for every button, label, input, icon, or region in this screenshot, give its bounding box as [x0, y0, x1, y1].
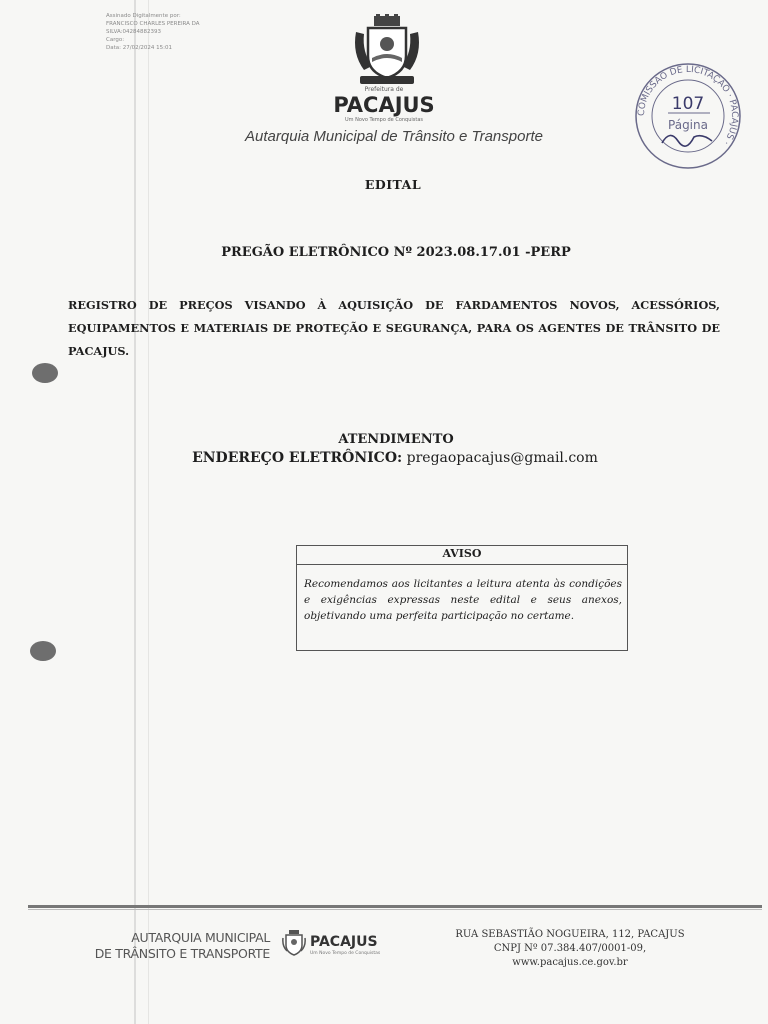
footer-org-line2: DE TRÂNSITO E TRANSPORTE [94, 946, 270, 961]
pregao-number: PREGÃO ELETRÔNICO Nº 2023.08.17.01 -PERP [221, 245, 571, 260]
city-name: PACAJUS [333, 93, 435, 117]
stamp-signature [662, 135, 712, 146]
stamp-page-number: 107 [671, 94, 705, 114]
aviso-divider [297, 564, 627, 565]
commission-stamp [632, 63, 744, 169]
footer-divider [28, 905, 762, 908]
aviso-box [296, 545, 628, 651]
objeto-paragraph: REGISTRO DE PREÇOS VISANDO À AQUISIÇÃO DE FARDAMENTOS NOVOS, ACESSÓRIOS, EQUIPAMENTOS E MATERIAIS DE PROTEÇÃO E SEGURANÇA, PARA OS AGENTES DE TRÂNSITO DE PACAJUS. [68, 298, 720, 358]
digital-signature-line: Data: 27/02/2024 15:01 [106, 45, 173, 51]
footer-org-line1: AUTARQUIA MUNICIPAL [131, 930, 270, 945]
stamp-page-label: Página [668, 118, 708, 132]
paper-fold-line-secondary [148, 0, 149, 1024]
header-subtitle: Autarquia Municipal de Trânsito e Transporte [245, 128, 543, 145]
punch-hole-bottom [30, 641, 56, 661]
document-title: EDITAL [364, 177, 422, 192]
footer-city-tagline: Um Novo Tempo de Conquistas [310, 951, 381, 956]
aviso-title: AVISO [442, 547, 482, 560]
footer-crest-icon [282, 930, 306, 956]
stamp-ring-text: COMISSÃO DE LICITAÇÃO · PACAJUS · [636, 64, 740, 147]
paper-fold-line [134, 0, 136, 1024]
footer-address-line1: RUA SEBASTIÃO NOGUEIRA, 112, PACAJUS [455, 929, 685, 940]
footer-address-block [420, 928, 720, 970]
digital-signature-line: FRANCISCO CHARLES PEREIRA DA [106, 21, 200, 27]
digital-signature-line: Cargo: [106, 37, 125, 43]
punch-hole-top [32, 363, 58, 383]
footer-divider-thin [28, 909, 762, 910]
footer-address-line2: CNPJ Nº 07.384.407/0001-09, [493, 943, 647, 954]
footer-website: www.pacajus.ce.gov.br [512, 957, 628, 968]
aviso-text: Recomendamos aos licitantes a leitura atenta às condições e exigências expressas neste edital e seus anexos, objetivando uma perfeita participação no certame. [304, 578, 622, 622]
digital-signature-block [106, 12, 236, 52]
atendimento-heading: ATENDIMENTO [338, 432, 454, 447]
endereco-line [0, 450, 768, 466]
digital-signature-line: Assinado Digitalmente por: [106, 13, 181, 19]
digital-signature-line: SILVA:04284882393 [106, 29, 161, 35]
endereco-label: ENDEREÇO ELETRÔNICO: [192, 450, 403, 466]
municipal-crest-icon [352, 14, 422, 90]
email-address: pregaopacajus@gmail.com [406, 450, 598, 466]
footer-city-name: PACAJUS [310, 934, 378, 950]
prefeitura-label: Prefeitura de [364, 86, 404, 93]
city-tagline: Um Novo Tempo de Conquistas [344, 117, 424, 123]
footer-organization [60, 930, 270, 962]
